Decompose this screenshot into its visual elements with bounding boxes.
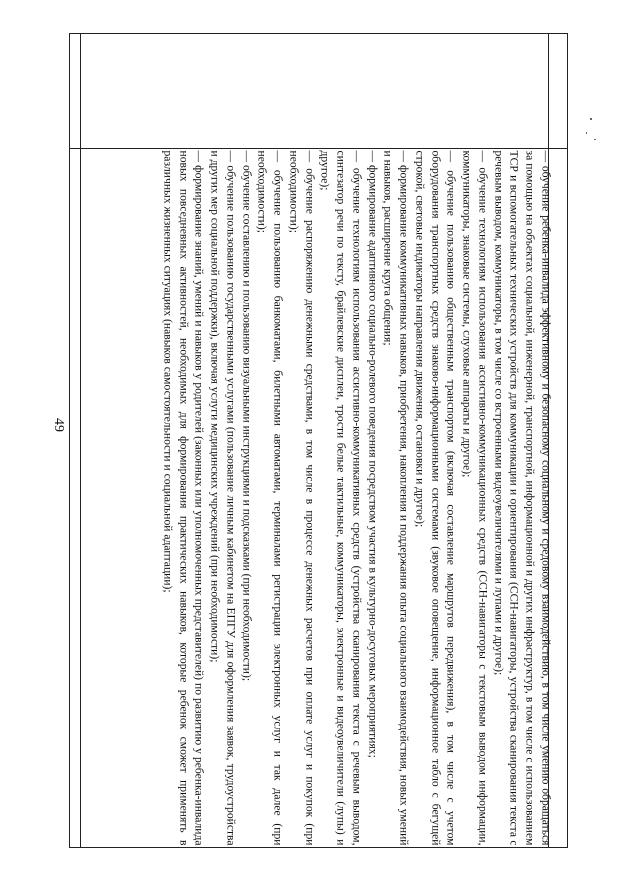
list-item: — обучение технологиям использования ассистивно-коммуникативных средств (устройства сканирования текста с речевым выводом, синтезатор речи по тексту, брайлевские дисплеи, трости белые тактильные, коммуникаторы, электронные и видеоувеличители (лупы) и другое); — [318, 150, 363, 845]
list-item: — обучение пользованию государственными услугами (пользование личным кабинетом на ЕПГУ для оформления заявок, трудоустройства и других мер социальной поддержки), включая услуги медицинских учреждений (при необходимости); — [208, 150, 237, 845]
page-number: 49 — [51, 418, 66, 432]
list-item: — обучение распоряжению денежными средствами, в том числе в процессе денежных расчетов при оплате услуг и покупок (при необходимости); — [287, 150, 316, 845]
list-item: — обучение составлению и пользованию визуальными инструкциями и подсказками (при необходимости); — [239, 150, 253, 681]
scan-speck — [590, 118, 592, 120]
list-item: — формирование коммуникативных навыков, приобретения, накопления и поддержания опыта социального взаимодействия, новых умений и навыков, расширение круга общения; — [381, 150, 411, 845]
list-item: — обучение пользованию общественным транспортом (включая составление маршрутов передвижения), в том числе с учетом оборудования транспортных средств знаково-информационными системами (звуковое оповещение, информационное табло с бегущей строкой, световые индикаторы направления движения, остановки и другое); — [413, 150, 458, 845]
scan-speck — [586, 132, 587, 134]
table-row-divider — [70, 148, 567, 149]
table-cell-text — [79, 150, 553, 845]
list-item: — формирование знаний, умений и навыков у родителей (законных или уполномоченных представителей) по развитию у ребенка-инвалида новых повседневных активностей, необходимых для формирования практических навыков, которые ребенок сможет применять в различных жизненных ситуациях (навыков самостоятельности и социальной адаптации); — [161, 150, 206, 845]
list-item: — обучение технологиям использования ассистивно-коммуникационных средств (ССН-навигаторы с текстовым выводом информации, коммуникаторы, знаковые системы, слуховые аппараты и другое); — [460, 150, 489, 845]
scan-speck — [594, 139, 596, 140]
list-item: — обучение пользованию банкоматами, билетными автоматами, терминалами регистрации электронных услуг и так далее (при необходимости); — [255, 150, 285, 845]
list-item: — обучение ребенка-инвалида эффективному и безопасному социальному и средовому взаимодействию, в том числе умению обращаться за помощью на объектах социальной, инженерной, транспортной, информационной и других инфраструктур, в том числе с использованием ТСР и вспомогательных технических устройств для коммуникации и ориентирования (ССН-навигаторы, устройства сканирования текста с речевым выводом, коммуникаторы, в том числе со встроенными видеоувеличителями и лупами и другое); — [491, 150, 552, 845]
list-item: — формирование адаптивного социально-ролевого поведения посредством участия в культурно-досуговых мероприятиях; — [365, 150, 379, 758]
